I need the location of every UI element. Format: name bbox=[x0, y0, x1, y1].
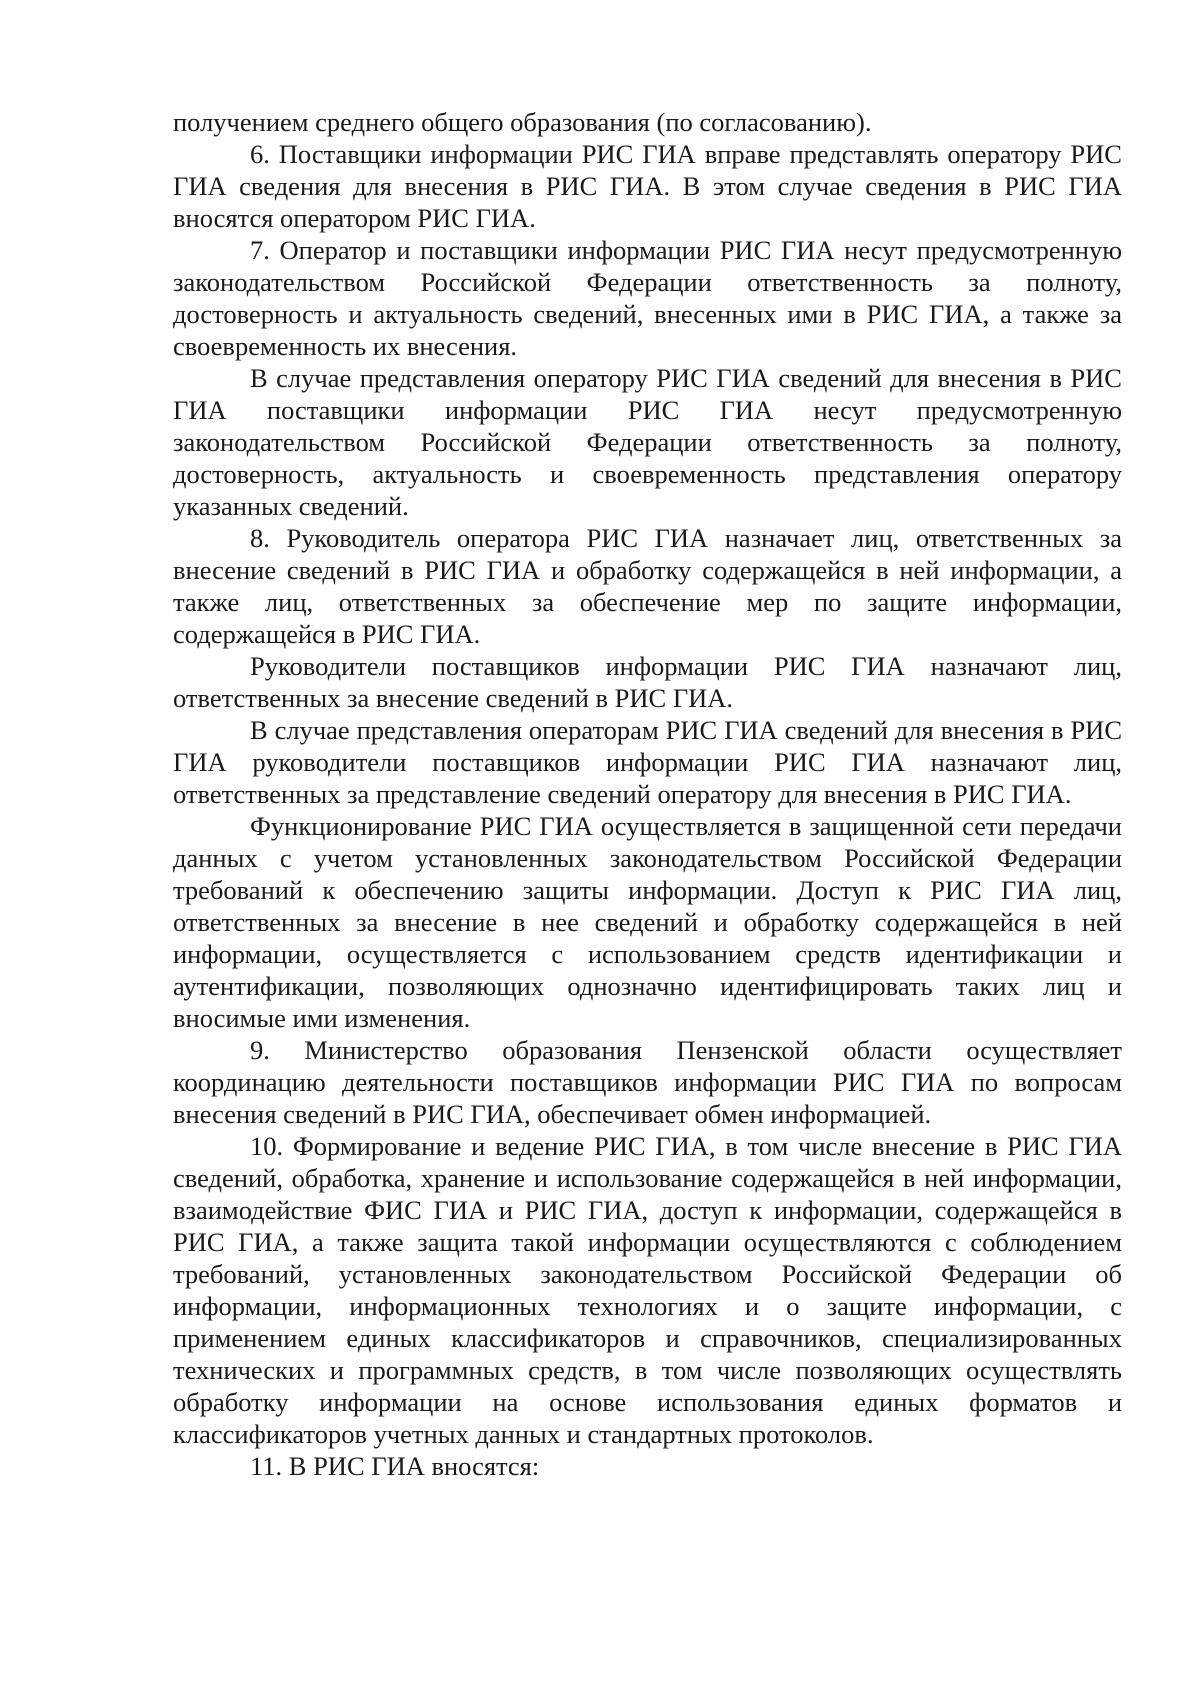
paragraph-item-7: 7. Оператор и поставщики информации РИС ГИА несут предусмотренную законодательством Российской Федерации ответственность за полноту, достоверность и актуальность сведений, внесенных ими в РИС ГИА, а также за своевременность их внесения. bbox=[173, 235, 1122, 361]
paragraph-item-8-supplement-1: Руководители поставщиков информации РИС ГИА назначают лиц, ответственных за внесение сведений в РИС ГИА. bbox=[173, 651, 1122, 713]
paragraph-item-8-supplement-3: Функционирование РИС ГИА осуществляется в защищенной сети передачи данных с учетом установленных законодательством Российской Федерации требований к обеспечению защиты информации. Доступ к РИС ГИА лиц, ответственных за внесение в нее сведений и обработку содержащейся в ней информации, осуществляется с использованием средств идентификации и аутентификации, позволяющих однозначно идентифицировать таких лиц и вносимые ими изменения. bbox=[173, 811, 1122, 1033]
paragraph-item-7-supplement: В случае представления оператору РИС ГИА сведений для внесения в РИС ГИА поставщики информации РИС ГИА несут предусмотренную законодательством Российской Федерации ответственность за полноту, достоверность, актуальность и своевременность представления оператору указанных сведений. bbox=[173, 363, 1122, 521]
paragraph-continuation: получением среднего общего образования (по согласованию). bbox=[173, 107, 872, 137]
paragraph-item-8-supplement-2: В случае представления операторам РИС ГИА сведений для внесения в РИС ГИА руководители поставщиков информации РИС ГИА назначают лиц, ответственных за представление сведений оператору для внесения в РИС ГИА. bbox=[173, 715, 1122, 809]
paragraph-item-11: 11. В РИС ГИА вносятся: bbox=[250, 1451, 540, 1481]
document-page bbox=[173, 106, 1122, 1482]
paragraph-item-10: 10. Формирование и ведение РИС ГИА, в том числе внесение в РИС ГИА сведений, обработка, хранение и использование содержащейся в ней информации, взаимодействие ФИС ГИА и РИС ГИА, доступ к информации, содержащейся в РИС ГИА, а также защита такой информации осуществляются с соблюдением требований, установленных законодательством Российской Федерации об информации, информационных технологиях и о защите информации, с применением единых классификаторов и справочников, специализированных технических и программных средств, в том числе позволяющих осуществлять обработку информации на основе использования единых форматов и классификаторов учетных данных и стандартных протоколов. bbox=[173, 1131, 1122, 1449]
paragraph-item-6: 6. Поставщики информации РИС ГИА вправе представлять оператору РИС ГИА сведения для внесения в РИС ГИА. В этом случае сведения в РИС ГИА вносятся оператором РИС ГИА. bbox=[173, 139, 1122, 233]
paragraph-item-9: 9. Министерство образования Пензенской области осуществляет координацию деятельности поставщиков информации РИС ГИА по вопросам внесения сведений в РИС ГИА, обеспечивает обмен информацией. bbox=[173, 1035, 1122, 1129]
paragraph-item-8: 8. Руководитель оператора РИС ГИА назначает лиц, ответственных за внесение сведений в РИС ГИА и обработку содержащейся в ней информации, а также лиц, ответственных за обеспечение мер по защите информации, содержащейся в РИС ГИА. bbox=[173, 523, 1122, 649]
